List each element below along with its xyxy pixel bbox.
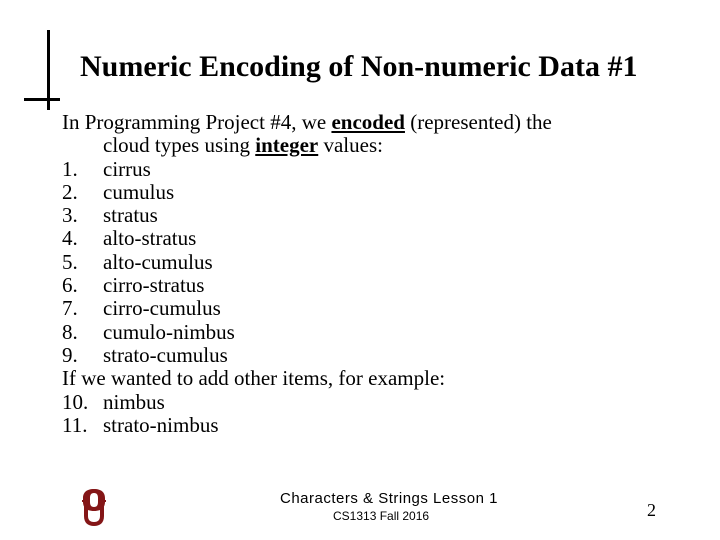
list-item: 11. strato-nimbus bbox=[62, 412, 219, 437]
list-item: 6. cirro-stratus bbox=[62, 273, 205, 298]
list-item: 7. cirro-cumulus bbox=[62, 296, 221, 321]
emphasis-integer: integer bbox=[255, 133, 319, 158]
followup-line: If we wanted to add other items, for example: bbox=[62, 366, 446, 391]
list-item: 2. cumulus bbox=[62, 179, 175, 204]
list-item: 3. stratus bbox=[62, 203, 158, 228]
list-item: 9. strato-cumulus bbox=[62, 342, 228, 367]
list-item: 1. cirrus bbox=[62, 156, 151, 181]
list-item: 10. nimbus bbox=[62, 389, 165, 414]
footer-term: CS1313 Fall 2016 bbox=[333, 509, 430, 523]
intro-line: In Programming Project #4, we encoded (represented) the bbox=[62, 110, 552, 134]
intro-line-2: cloud types using integer values: bbox=[103, 133, 383, 158]
list-item: 5. alto-cumulus bbox=[62, 249, 213, 274]
slide-body bbox=[62, 111, 552, 437]
slide-title: Numeric Encoding of Non-numeric Data #1 bbox=[80, 50, 638, 83]
emphasis-encoded: encoded bbox=[331, 110, 405, 134]
footer-course-title: Characters & Strings Lesson 1 bbox=[280, 490, 498, 507]
page-number: 2 bbox=[647, 500, 656, 520]
list-item: 4. alto-stratus bbox=[62, 226, 197, 251]
ou-logo-icon bbox=[78, 488, 110, 528]
list-item: 8. cumulo-nimbus bbox=[62, 319, 235, 344]
decorative-horizontal-line bbox=[24, 98, 60, 101]
